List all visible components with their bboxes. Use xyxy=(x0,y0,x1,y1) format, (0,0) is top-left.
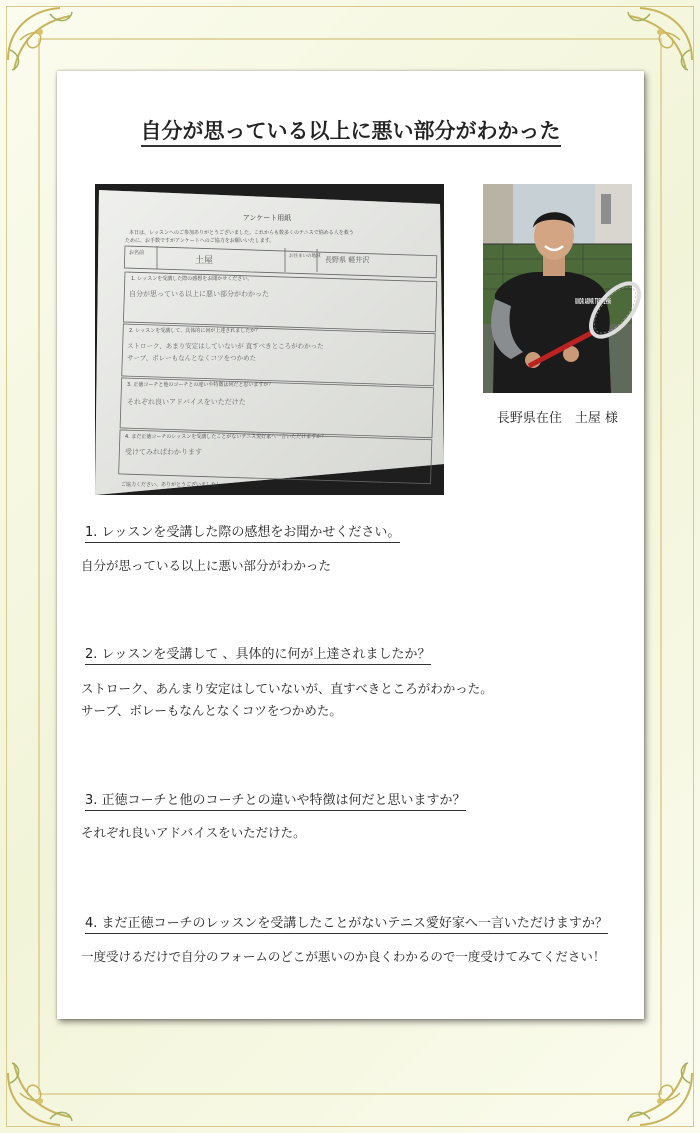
question-3 xyxy=(85,789,466,808)
survey-sheet-image xyxy=(95,184,444,495)
question-2 xyxy=(85,643,431,662)
question-text: 1. レッスンを受講した際の感想をお聞かせください。 xyxy=(85,525,400,543)
customer-photo xyxy=(483,184,632,393)
answer-line: 自分が思っている以上に悪い部分がわかった xyxy=(81,558,332,573)
customer-photo-image xyxy=(483,184,632,393)
question-text: 2. レッスンを受講して 、具体的に何が上達されましたか？ xyxy=(85,647,431,665)
survey-address-label: お住まいの地域 xyxy=(289,254,321,259)
answer-4 xyxy=(81,946,626,968)
corner-ornament xyxy=(0,1043,100,1133)
answer-line: 一度受けるだけで自分のフォームのどこが悪いのか良くわかるので一度受けてみてください！ xyxy=(81,949,606,964)
shirt-print: UNDR ARMR TRST 1996 xyxy=(575,297,612,306)
survey-heading: アンケート用紙 xyxy=(242,214,292,222)
survey-a3: それぞれ良いアドバイスをいただけた xyxy=(127,398,246,406)
answer-line: ストローク、あんまり安定はしていないが、直すべきところがわかった。 xyxy=(81,681,493,696)
survey-intro-2: ために、お手数ですがアンケートへのご協力をお願いいたします。 xyxy=(125,238,275,244)
survey-name-label: お名前 xyxy=(129,250,145,256)
customer-caption: 長野県在住 土屋 様 xyxy=(496,411,619,426)
survey-q2: 2. レッスンを受講して、具体的に何が上達されましたか？ xyxy=(129,328,261,334)
survey-a2-line2: サーブ、ボレーもなんとなくコツをつかめた xyxy=(127,354,257,362)
survey-q3: 3. 正徳コーチと他のコーチとの違いや特徴は何だと思いますか？ xyxy=(127,382,274,388)
answer-line: サーブ、ボレーもなんとなくコツをつかめた。 xyxy=(81,703,342,718)
page-title xyxy=(57,115,644,145)
survey-sheet-photo xyxy=(95,184,444,495)
content-panel xyxy=(57,71,644,1019)
survey-a2-line1: ストローク、あまり安定はしていないが 直すべきところがわかった xyxy=(127,342,324,350)
survey-name-value: 土屋 xyxy=(195,256,214,266)
question-1 xyxy=(85,521,400,540)
survey-q1: 1. レッスンを受講した際の感想をお聞かせください。 xyxy=(131,276,253,282)
survey-a4: 受けてみればわかります xyxy=(125,448,202,456)
survey-a1: 自分が思っている以上に悪い部分がわかった xyxy=(129,290,269,298)
answer-3 xyxy=(81,822,626,844)
survey-address-value: 長野県 軽井沢 xyxy=(325,256,370,264)
survey-intro: 本日は、レッスンへのご参加ありがとうございました。これからも数多くのテニスで悩める人を救う xyxy=(129,230,354,236)
question-text: 3. 正徳コーチと他のコーチとの違いや特徴は何だと思いますか？ xyxy=(85,793,466,811)
answer-2 xyxy=(81,678,626,722)
answer-1 xyxy=(81,555,626,577)
question-4 xyxy=(85,912,608,931)
survey-q4: 4. まだ正徳コーチのレッスンを受講したことがないテニス愛好家へ一言いただけますか？ xyxy=(125,434,327,440)
question-text: 4. まだ正徳コーチのレッスンを受講したことがないテニス愛好家へ一言いただけますか？ xyxy=(85,916,608,934)
page-title-text: 自分が思っている以上に悪い部分がわかった xyxy=(141,119,561,147)
survey-thanks: ご協力ください、ありがとうございました！ xyxy=(121,482,222,488)
answer-line: それぞれ良いアドバイスをいただけた。 xyxy=(81,825,306,840)
corner-ornament xyxy=(600,1043,700,1133)
